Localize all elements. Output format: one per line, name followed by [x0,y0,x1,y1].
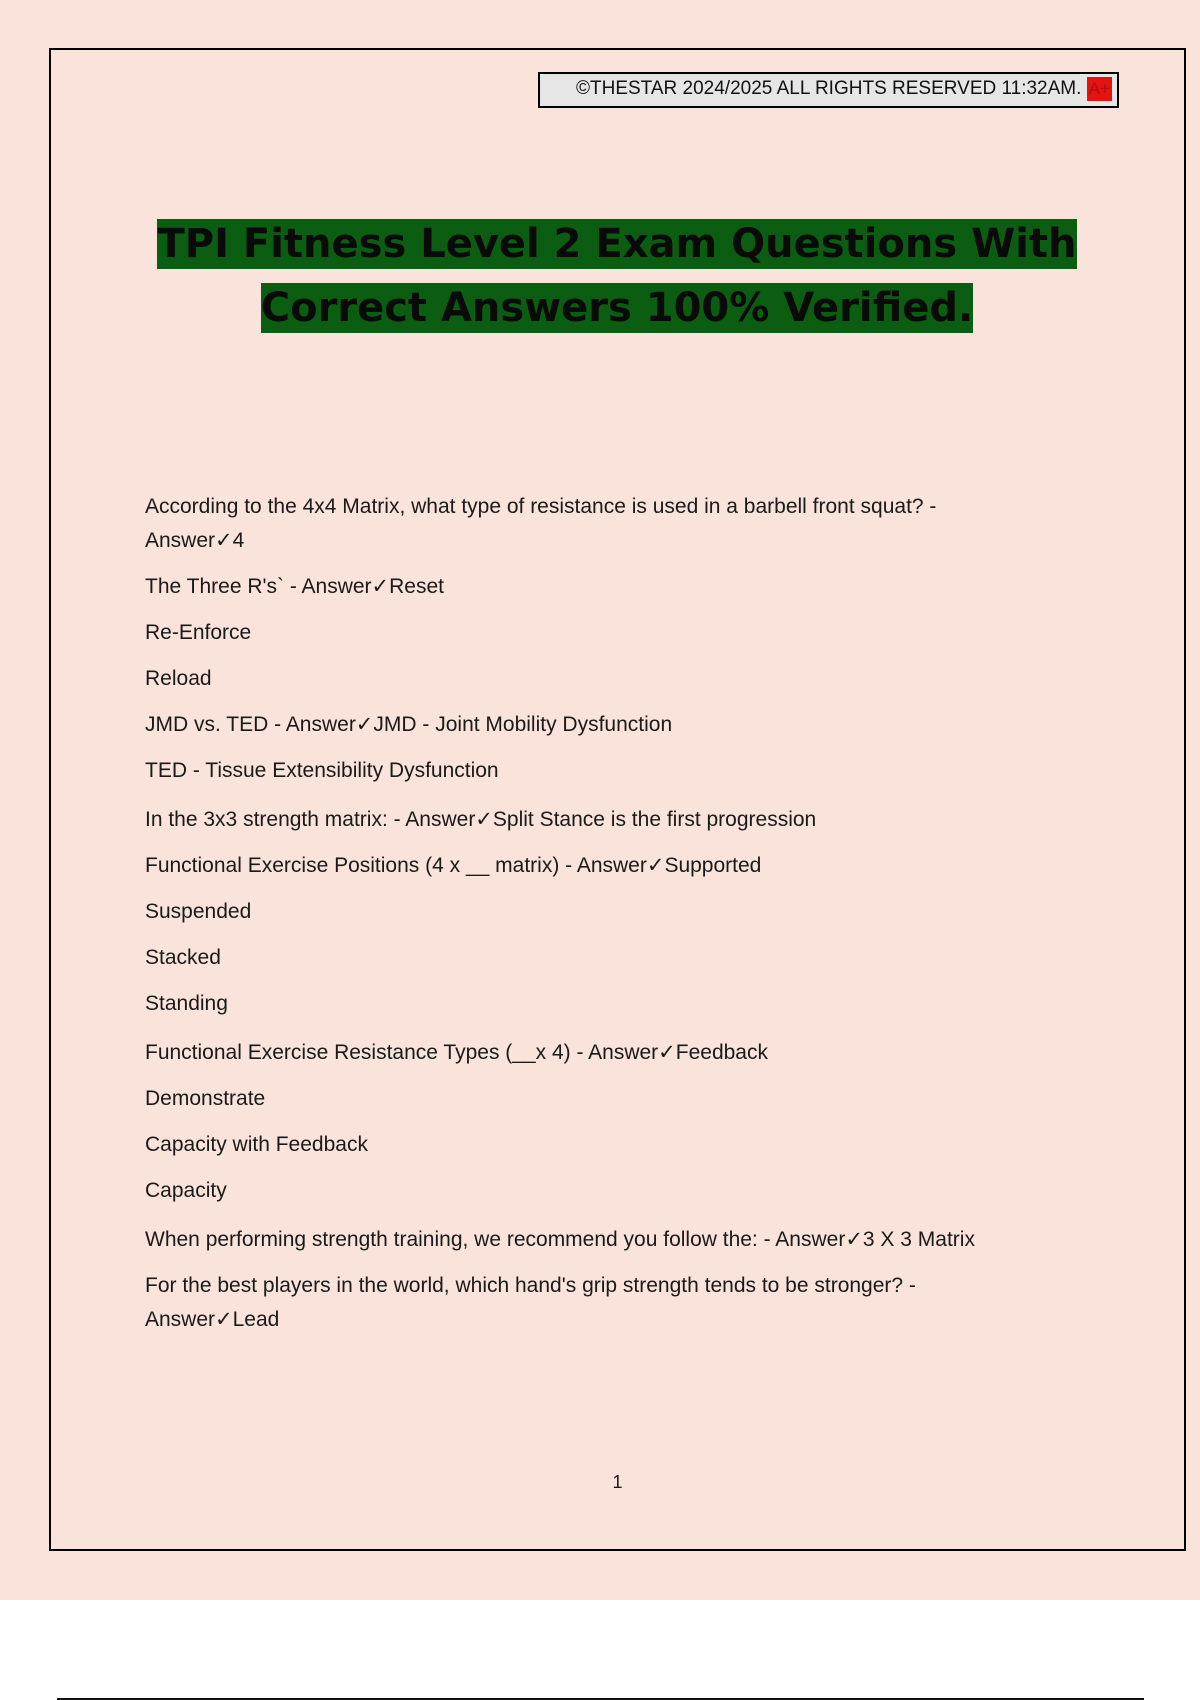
answer-line: Suspended [145,900,252,923]
copyright-banner [538,72,1119,108]
question-line: In the 3x3 strength matrix: - Answer✓Split Stance is the first progression [145,808,817,831]
answer-line: Capacity [145,1179,227,1202]
question-line: For the best players in the world, which hand's grip strength tends to be stronger? - [145,1274,916,1297]
answer-line: Standing [145,992,228,1015]
answer-line: Demonstrate [145,1087,266,1110]
title-line-2: Correct Answers 100% Verified. [260,285,974,331]
copyright-text: ©THESTAR 2024/2025 ALL RIGHTS RESERVED 11:32AM. [576,78,1082,99]
answer-line: Re-Enforce [145,621,252,644]
page-number: 1 [612,1472,623,1492]
document-title [100,212,1134,340]
question-line: Functional Exercise Positions (4 x __ matrix) - Answer✓Supported [145,854,762,877]
answer-line: Answer✓4 [145,529,245,552]
qa-list [145,490,1075,1337]
question-line: According to the 4x4 Matrix, what type of resistance is used in a barbell front squat? - [145,495,937,518]
answer-line: Stacked [145,946,221,969]
question-line: The Three R's` - Answer✓Reset [145,575,444,598]
title-line-1: TPI Fitness Level 2 Exam Questions With [157,221,1077,267]
question-line: JMD vs. TED - Answer✓JMD - Joint Mobility Dysfunction [145,713,673,736]
question-line: Functional Exercise Resistance Types (__x 4) - Answer✓Feedback [145,1041,768,1064]
grade-badge: A+ [1087,77,1112,101]
answer-line: TED - Tissue Extensibility Dysfunction [145,759,499,782]
answer-line: Answer✓Lead [145,1308,280,1331]
answer-line: Capacity with Feedback [145,1133,368,1156]
answer-line: Reload [145,667,212,690]
question-line: When performing strength training, we recommend you follow the: - Answer✓3 X 3 Matrix [145,1228,975,1251]
